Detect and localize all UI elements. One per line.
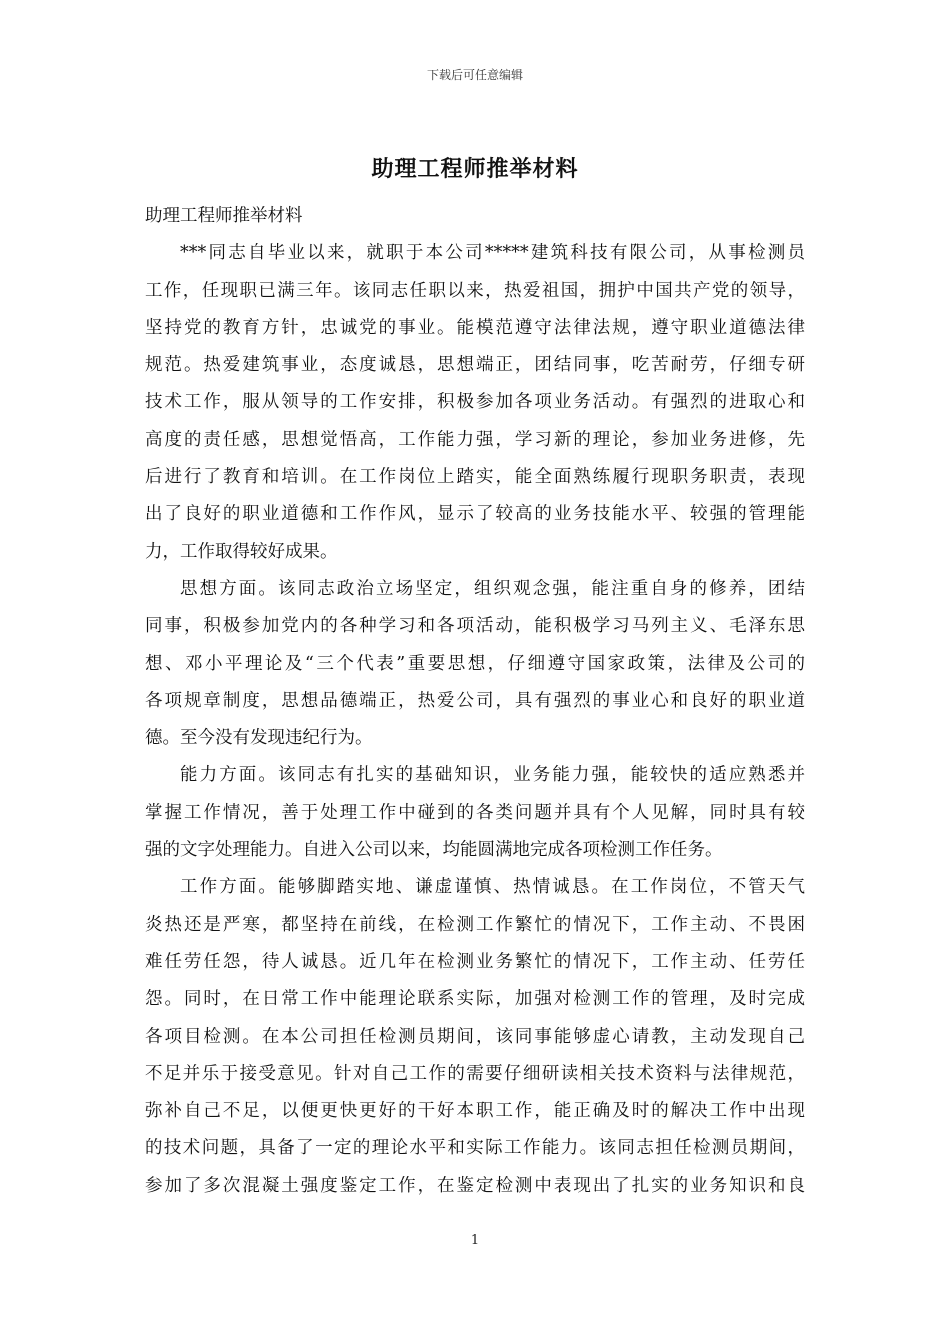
- text-line: 后进行了教育和培训。在工作岗位上踏实，能全面熟练履行现职务职责，表现: [145, 467, 805, 488]
- text-line: 参加了多次混凝土强度鉴定工作，在鉴定检测中表现出了扎实的业务知识和良: [145, 1175, 805, 1196]
- text-line: 坚持党的教育方针，忠诚党的事业。能模范遵守法律法规，遵守职业道德法律: [145, 317, 805, 338]
- text-line: 不足并乐于接受意见。针对自己工作的需要仔细研读相关技术资料与法律规范，: [145, 1063, 805, 1084]
- text-line: 工作方面。能够脚踏实地、谦虚谨慎、热情诚恳。在工作岗位，不管天气: [180, 877, 805, 898]
- text-line: 技术工作，服从领导的工作安排，积极参加各项业务活动。有强烈的进取心和: [145, 392, 805, 413]
- text-line: 高度的责任感，思想觉悟高，工作能力强，学习新的理论，参加业务进修，先: [145, 429, 805, 450]
- text-line: 各项规章制度，思想品德端正，热爱公司，具有强烈的事业心和良好的职业道: [145, 690, 805, 711]
- text-line: 怨。同时，在日常工作中能理论联系实际，加强对检测工作的管理，及时完成: [145, 989, 805, 1010]
- subtitle-line: 助理工程师推举材料: [145, 206, 303, 226]
- text-line: 能力方面。该同志有扎实的基础知识，业务能力强，能较快的适应熟悉并: [180, 765, 805, 786]
- text-line: 炎热还是严寒，都坚持在前线，在检测工作繁忙的情况下，工作主动、不畏困: [145, 914, 805, 935]
- text-line: 同事，积极参加党内的各种学习和各项活动，能积极学习马列主义、毛泽东思: [145, 616, 805, 637]
- text-line: 的技术问题，具备了一定的理论水平和实际工作能力。该同志担任检测员期间，: [145, 1138, 805, 1159]
- text-line: 弥补自己不足，以便更快更好的干好本职工作，能正确及时的解决工作中出现: [145, 1101, 805, 1122]
- text-line: 掌握工作情况，善于处理工作中碰到的各类问题并具有个人见解，同时具有较: [145, 802, 805, 823]
- text-line: 德。至今没有发现违纪行为。: [145, 728, 373, 749]
- text-line: 规范。热爱建筑事业，态度诚恳，思想端正，团结同事，吃苦耐劳，仔细专研: [145, 355, 805, 376]
- text-line: 难任劳任怨，待人诚恳。近几年在检测业务繁忙的情况下，工作主动、任劳任: [145, 951, 805, 972]
- text-line: 各项目检测。在本公司担任检测员期间，该同事能够虚心请教，主动发现自己: [145, 1026, 805, 1047]
- text-line: 强的文字处理能力。自进入公司以来，均能圆满地完成各项检测工作任务。: [145, 840, 723, 861]
- page-number: 1: [470, 1233, 480, 1248]
- text-line: 思想方面。该同志政治立场坚定，组织观念强，能注重自身的修养，团结: [180, 578, 805, 599]
- text-line: 出了良好的职业道德和工作作风，显示了较高的业务技能水平、较强的管理能: [145, 504, 805, 525]
- document-title: 助理工程师推举材料: [371, 156, 579, 182]
- page-header-note: 下载后可任意编辑: [426, 68, 523, 82]
- text-line: 工作，任现职已满三年。该同志任职以来，热爱祖国，拥护中国共产党的领导，: [145, 280, 805, 301]
- text-line: 想、邓小平理论及“三个代表”重要思想，仔细遵守国家政策，法律及公司的: [145, 653, 805, 674]
- text-line: ***同志自毕业以来，就职于本公司*****建筑科技有限公司，从事检测员: [180, 243, 805, 264]
- text-line: 力，工作取得较好成果。: [145, 541, 338, 562]
- document-body: [145, 198, 805, 1205]
